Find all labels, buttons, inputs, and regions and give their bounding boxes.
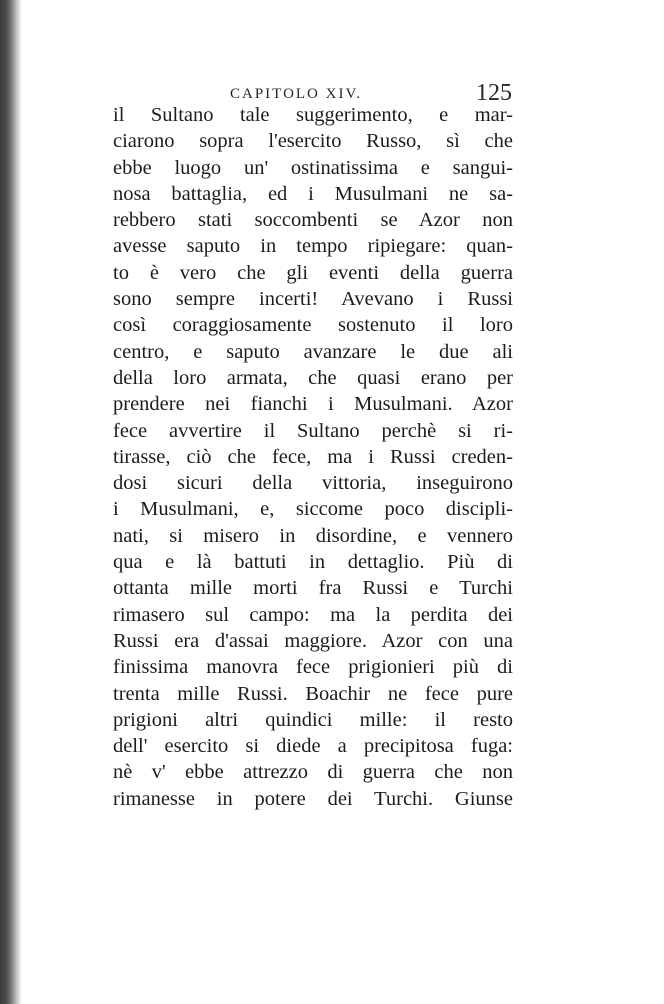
text-line: ebbe luogo un' ostinatissima e sangui- (113, 156, 513, 179)
text-line: prendere nei fianchi i Musulmani. Azor (113, 393, 513, 416)
text-line: fece avvertire il Sultano perchè si ri- (113, 419, 513, 442)
text-line: rimanesse in potere dei Turchi. Giunse (113, 787, 513, 810)
page-number: 125 (476, 80, 512, 106)
text-line: rimasero sul campo: ma la perdita dei (113, 603, 513, 626)
text-line: nè v' ebbe attrezzo di guerra che non (113, 761, 513, 784)
text-line: Russi era d'assai maggiore. Azor con una (113, 629, 513, 652)
text-line: ottanta mille morti fra Russi e Turchi (113, 577, 513, 600)
text-line: rebbero stati soccombenti se Azor non (113, 209, 513, 232)
page-binding-edge (0, 0, 22, 1004)
text-line: il Sultano tale suggerimento, e mar- (113, 104, 513, 126)
text-line: to è vero che gli eventi della guerra (113, 261, 513, 284)
text-line: avesse saputo in tempo ripiegare: quan- (113, 235, 513, 258)
text-line: sono sempre incerti! Avevano i Russi (113, 288, 513, 311)
chapter-title: CAPITOLO XIV. (230, 86, 363, 102)
text-line: nati, si misero in disordine, e vennero (113, 524, 513, 547)
text-line: i Musulmani, e, siccome poco discipli- (113, 498, 513, 521)
text-line: ciarono sopra l'esercito Russo, sì che (113, 130, 513, 153)
text-line: trenta mille Russi. Boachir ne fece pure (113, 682, 513, 705)
text-line: nosa battaglia, ed i Musulmani ne sa- (113, 182, 513, 205)
text-line: tirasse, ciò che fece, ma i Russi creden- (113, 445, 513, 468)
body-text (113, 102, 513, 812)
text-line: dosi sicuri della vittoria, inseguirono (113, 472, 513, 495)
text-line: così coraggiosamente sostenuto il loro (113, 314, 513, 337)
text-line: dell' esercito si diede a precipitosa fuga: (113, 735, 513, 758)
text-line: prigioni altri quindici mille: il resto (113, 708, 513, 731)
text-line: qua e là battuti in dettaglio. Più di (113, 551, 513, 574)
text-line: finissima manovra fece prigionieri più di (113, 656, 513, 679)
text-line: della loro armata, che quasi erano per (113, 366, 513, 389)
text-line: centro, e saputo avanzare le due ali (113, 340, 513, 363)
